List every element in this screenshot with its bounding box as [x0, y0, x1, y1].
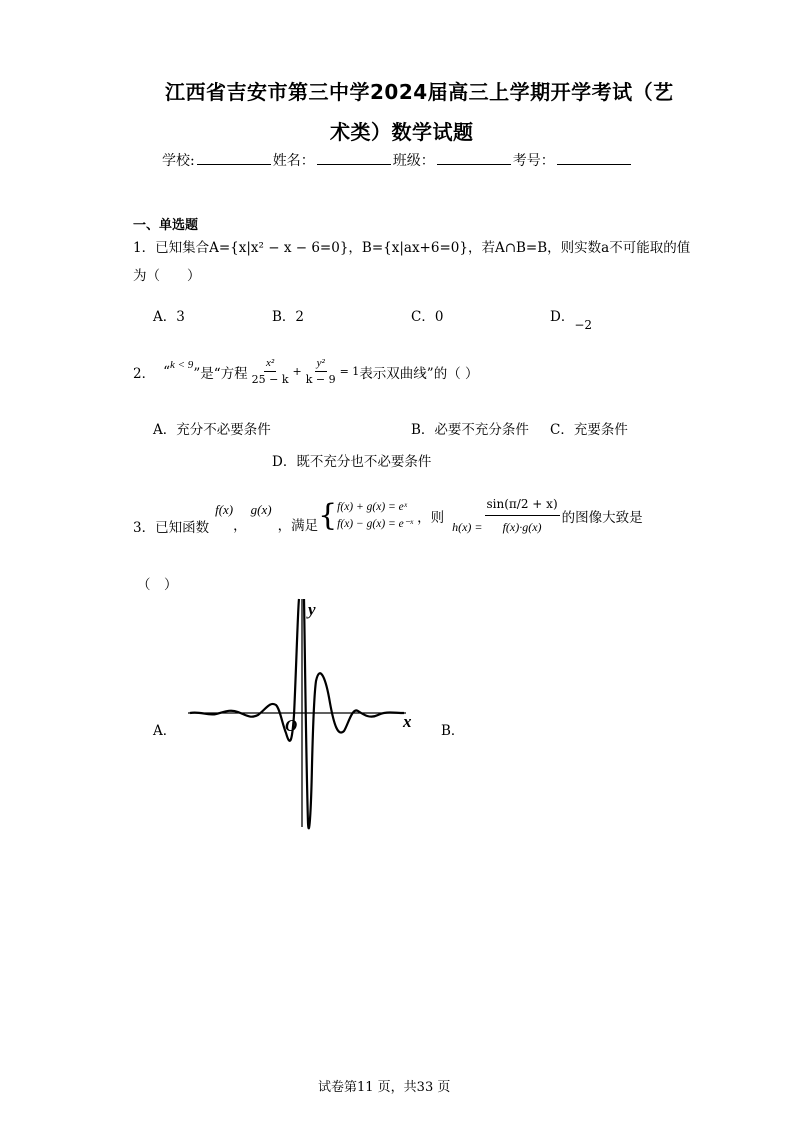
question-2-tail: 表示双曲线”的（ ）: [359, 365, 479, 382]
school-label: 学校:: [162, 153, 195, 169]
function-f: f(x): [215, 501, 234, 517]
option-a-graph: [180, 595, 420, 835]
q2-option-c[interactable]: [550, 418, 628, 438]
q2-option-b[interactable]: [411, 418, 529, 438]
q1-option-a[interactable]: [153, 305, 185, 325]
option-value: 0: [434, 309, 444, 325]
origin-label: O: [285, 716, 298, 735]
option-value: 3: [176, 309, 185, 325]
question-3-tail: 的图像大致是: [561, 509, 643, 526]
class-label: 班级：: [392, 153, 435, 169]
option-label: A．: [153, 422, 177, 438]
fraction-numerator: x²: [264, 355, 276, 372]
then-text: ，则: [417, 509, 445, 526]
question-3-paren: （ ）: [137, 577, 178, 593]
q3-option-b[interactable]: B．: [441, 723, 465, 739]
question-number: 3．已知函数: [133, 519, 210, 536]
page-footer: 试卷第11 页，共33 页: [318, 1080, 451, 1095]
option-label: C．: [550, 422, 574, 438]
exam-number-label: 考号：: [512, 153, 555, 169]
y-axis-label: y: [308, 600, 316, 619]
option-label: B．: [272, 309, 296, 325]
fraction-denominator: f(x)·g(x): [502, 520, 542, 534]
question-1-text-cont: 为（ ）: [133, 268, 201, 284]
plus-sign: +: [292, 365, 302, 378]
fraction-y: [304, 355, 338, 388]
option-value: 2: [295, 309, 305, 325]
question-2-mid: ”是“方程: [193, 365, 248, 382]
q3-option-a[interactable]: A．: [153, 723, 177, 739]
name-label: 姓名：: [272, 153, 315, 169]
option-value: 必要不充分条件: [434, 422, 529, 438]
school-field[interactable]: [197, 150, 271, 165]
student-info-row: [162, 150, 633, 170]
equation-1: f(x) + g(x) = eˣ: [337, 500, 408, 513]
q1-option-b[interactable]: [272, 305, 304, 325]
section-title: 一、单选题: [133, 218, 199, 233]
q2-option-d[interactable]: [272, 450, 431, 470]
satisfy-text: ，满足: [277, 517, 319, 534]
option-label: D．: [272, 454, 297, 470]
condition-expression: k < 9: [170, 358, 194, 371]
class-field[interactable]: [437, 150, 511, 165]
fraction-numerator: y²: [315, 355, 327, 372]
q2-option-a[interactable]: [153, 418, 271, 438]
quote-mark: “: [163, 363, 170, 380]
option-value: 充分不必要条件: [176, 422, 271, 438]
function-h: h(x) =: [452, 520, 483, 534]
fraction-denominator: k − 9: [305, 373, 336, 386]
fraction-denominator: 25 − k: [251, 373, 289, 386]
function-g: g(x): [250, 501, 272, 517]
option-value: 充要条件: [573, 422, 628, 438]
h-fraction: [485, 493, 560, 538]
equation-2: f(x) − g(x) = e⁻ˣ: [337, 517, 414, 530]
curve-left: [190, 599, 299, 741]
x-axis-label: x: [403, 712, 412, 731]
option-value: −2: [574, 318, 593, 332]
option-label: D．: [550, 309, 575, 325]
question-number: 2．: [133, 365, 156, 382]
question-3-text: [133, 493, 643, 538]
option-label: A．: [153, 309, 177, 325]
q1-option-d[interactable]: [550, 305, 593, 332]
curve-right: [304, 599, 404, 828]
option-label: B．: [411, 422, 435, 438]
fraction-x: [250, 355, 291, 388]
page-title-line1: 江西省吉安市第三中学2024届高三上学期开学考试（艺: [165, 80, 674, 104]
question-1-text: 1．已知集合A={x|x² − x − 6=0}，B={x|ax+6=0}，若A∩B=B，则实数a不可能取的值: [133, 240, 691, 256]
name-field[interactable]: [317, 150, 391, 165]
comma: ，: [233, 517, 247, 534]
q1-option-c[interactable]: [411, 305, 443, 325]
equation-system: [337, 499, 413, 533]
equals-one: = 1: [339, 365, 360, 378]
page-title-line2: 术类）数学试题: [330, 120, 474, 144]
exam-number-field[interactable]: [557, 150, 631, 165]
fraction-numerator: sin(π/2 + x): [485, 493, 560, 516]
option-value: 既不充分也不必要条件: [296, 454, 432, 470]
left-brace: {: [318, 497, 338, 533]
question-2-text: [133, 355, 479, 388]
option-label: C．: [411, 309, 435, 325]
